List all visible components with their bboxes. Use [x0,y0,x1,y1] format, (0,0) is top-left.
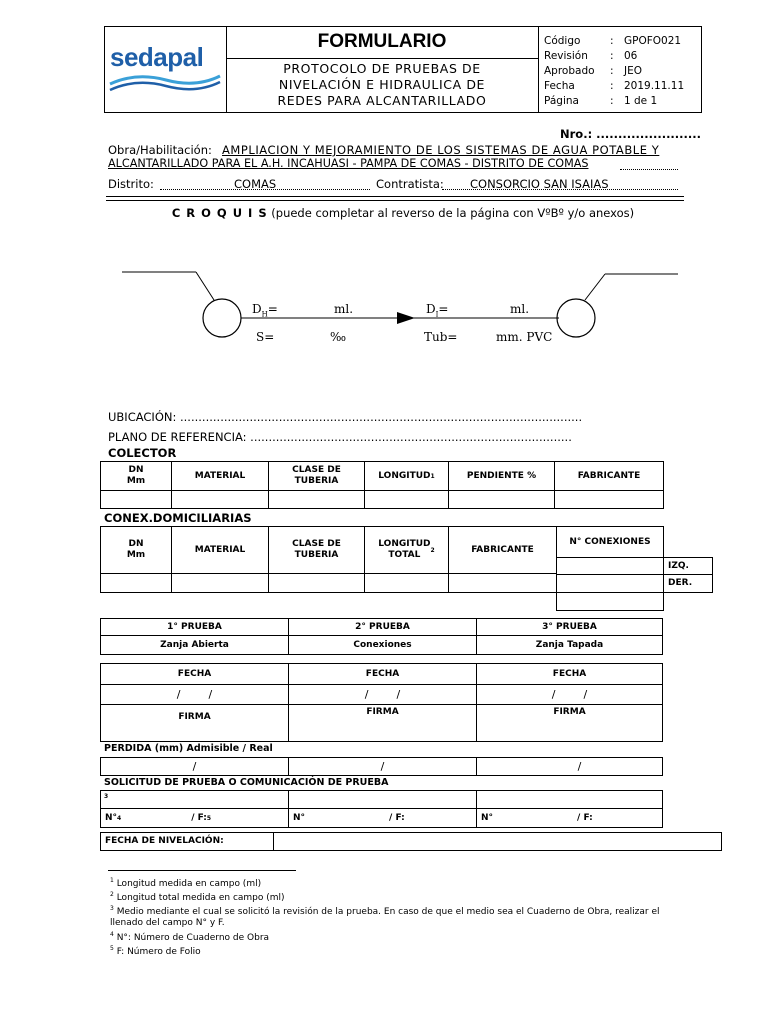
perdida-label: PERDIDA (mm) Admisible / Real [104,743,273,754]
double-rule [106,196,684,201]
conex-header-dn: DN Mm [100,526,172,574]
conex-cell[interactable] [100,573,172,593]
di-label [426,302,448,318]
meta-sep: : [610,95,614,107]
footnote-5: $^5$ F: Número de Folio [110,945,201,957]
meta-value: JEO [624,65,642,77]
meta-value: GPOFO021 [624,35,682,47]
meta-row [544,94,700,109]
meta-row [544,49,700,64]
contratista-value[interactable]: CONSORCIO SAN ISAIAS [470,177,609,191]
ubicacion-field[interactable]: UBICACIÓN: .............................................................................................................. [108,410,583,424]
fecha-nivelacion-value[interactable] [273,832,722,851]
tub-label: Tub= [424,330,458,344]
meta-label: Fecha [544,80,575,92]
firma-1[interactable]: FIRMA [100,704,289,742]
meta-label: Revisión [544,50,588,62]
footnote-3: $^3$ Medio mediante el cual se solicitó la revisión de la prueba. En caso de que el medio sea el Cuaderno de Obra, realizar el [110,905,660,917]
logo-text: sedapal [110,42,204,72]
mm-pvc-label: mm. PVC [496,330,553,344]
conex-cell[interactable] [268,573,365,593]
colector-cell[interactable] [448,490,555,509]
croquis-note: (puede completar al reverso de la página con VºBº y/o anexos) [271,206,635,220]
conex-cell[interactable] [364,573,449,593]
prueba-2-title: 2° PRUEBA [288,618,477,636]
dh-label [252,302,278,318]
meta-label: Código [544,35,581,47]
colector-header-fabricante: FABRICANTE [554,461,664,491]
perdida-cell-3[interactable]: / [476,757,663,776]
di-sub: I [435,310,439,319]
subtitle-line: PROTOCOLO DE PRUEBAS DE [283,61,481,76]
ml-right: ml. [510,302,530,316]
fecha-3-label: FECHA [476,663,663,685]
perdida-cell-2[interactable]: / [288,757,477,776]
colector-cell[interactable] [100,490,172,509]
footnote-ref: 1 [430,472,435,480]
footnote-ref: 3 [104,793,109,800]
colector-cell[interactable] [364,490,449,509]
conex-title: CONEX.DOMICILIARIAS [104,511,252,525]
conex-der-label: DER. [663,574,713,593]
solicitud-label: SOLICITUD DE PRUEBA O COMUNICACIÓN DE PRUEBA [104,777,389,788]
conex-der-cell[interactable] [556,574,664,593]
solicitud-cell-2[interactable] [288,790,477,809]
numero-label: N° [293,812,306,823]
conex-cell[interactable] [171,573,269,593]
colector-header-dn: DN Mm [100,461,172,491]
fecha-3-value[interactable]: / / [476,684,663,705]
prueba-1-type: Zanja Abierta [100,635,289,655]
header-title-underline [226,58,538,59]
croquis-heading [104,206,702,220]
obra-label: Obra/Habilitación: [108,143,212,157]
dh-letter: D [252,302,262,316]
meta-row [544,79,700,94]
croquis-right-diag [585,274,605,300]
croquis-title: C R O Q U I S [171,206,268,220]
logo-wave-icon [106,70,224,100]
footnote-ref: 2 [430,546,435,554]
manhole-left-icon [203,299,241,337]
footnote-ref: 5 [206,814,212,822]
flow-arrow-icon [397,312,415,324]
meta-value: 2019.11.11 [624,80,685,92]
meta-value: 1 de 1 [624,95,658,107]
conex-cell[interactable] [448,573,557,593]
footnote-rule [108,870,296,871]
header-meta [544,34,700,109]
prueba-3-type: Zanja Tapada [476,635,663,655]
conex-header-clase: CLASE DE TUBERIA [268,526,365,574]
colector-cell[interactable] [268,490,365,509]
meta-label: Aprobado [544,65,595,77]
ml-left: ml. [334,302,354,316]
meta-value: 06 [624,50,638,62]
footnote-1: $^1$ Longitud medida en campo (ml) [110,877,262,889]
colector-header-pendiente: PENDIENTE % [448,461,555,491]
longitud-label: LONGITUD [378,470,431,481]
colector-cell[interactable] [171,490,269,509]
meta-row [544,64,700,79]
plano-field[interactable]: PLANO DE REFERENCIA: ........................................................................................ [108,430,572,444]
obra-line2[interactable]: ALCANTARILLADO PARA EL A.H. INCAHUASI - PAMPA DE COMAS - DISTRITO DE COMAS [108,157,589,170]
croquis-diagram [100,262,700,352]
colector-cell[interactable] [554,490,664,509]
firma-2[interactable]: FIRMA [288,704,477,742]
fecha-nivelacion-label: FECHA DE NIVELACIÓN: [100,832,274,851]
meta-sep: : [610,50,614,62]
di-letter: D [426,302,436,316]
conex-izq-label: IZQ. [663,557,713,575]
s-label: S= [256,330,275,344]
conex-header-nconexiones: N° CONEXIONES [556,526,664,558]
manhole-right-icon [557,299,595,337]
solicitud-cell-1[interactable] [100,790,289,809]
colector-header-longitud [364,461,449,491]
sedapal-logo [106,40,224,100]
fecha-2-label: FECHA [288,663,477,685]
dh-eq: = [267,302,278,316]
numero-label: N° [481,812,494,823]
permil-label: ‰ [330,330,347,344]
colector-header-material: MATERIAL [171,461,269,491]
numero-folio-3[interactable] [476,808,663,828]
prueba-2-type: Conexiones [288,635,477,655]
fecha-1-label: FECHA [100,663,289,685]
subtitle-line: REDES PARA ALCANTARILLADO [277,93,487,108]
distrito-value[interactable]: COMAS [234,177,277,191]
nro-field[interactable]: Nro.: ........................ [560,127,702,141]
fecha-2-value[interactable]: / / [288,684,477,705]
form-title: FORMULARIO [317,31,447,52]
footnote-ref: 4 [117,814,122,822]
colector-header-clase: CLASE DE TUBERIA [268,461,365,491]
croquis-left-diag [196,272,214,300]
fecha-1-value[interactable]: / / [100,684,289,705]
meta-label: Página [544,95,579,107]
folio-label: / F: [191,812,207,823]
footnote-3-cont: llenado del campo N° y F. [110,918,225,928]
meta-row [544,34,700,49]
longitud-total-label: LONGITUD TOTAL [378,539,431,560]
perdida-cell-1[interactable]: / [100,757,289,776]
colector-title: COLECTOR [108,446,177,460]
meta-sep: : [610,65,614,77]
numero-folio-1[interactable] [100,808,289,828]
conex-header-material: MATERIAL [171,526,269,574]
numero-folio-2[interactable] [288,808,477,828]
footnote-4: $^4$ N°: Número de Cuaderno de Obra [110,931,270,943]
prueba-1-title: 1° PRUEBA [100,618,289,636]
contratista-label: Contratista: [376,177,444,191]
subtitle-line: NIVELACIÓN E HIDRAULICA DE [278,77,486,92]
folio-label: / F: [577,812,593,823]
meta-sep: : [610,80,614,92]
folio-label: / F: [389,812,405,823]
form-subtitle [226,61,538,109]
conex-header-fabricante: FABRICANTE [448,526,557,574]
distrito-label: Distrito: [108,177,154,191]
conex-header-longitud [364,526,449,574]
solicitud-cell-3[interactable] [476,790,663,809]
firma-3[interactable]: FIRMA [476,704,663,742]
dh-sub: H [261,310,268,319]
numero-label: N° [105,812,118,823]
meta-sep: : [610,35,614,47]
obra-line2-dots [620,169,678,170]
footnote-2: $^2$ Longitud total medida en campo (ml) [110,891,285,903]
header-divider-2 [538,26,539,113]
conex-extra-cell[interactable] [556,592,664,611]
di-eq: = [438,302,449,316]
conex-izq-cell[interactable] [556,557,664,575]
obra-line1[interactable]: AMPLIACION Y MEJORAMIENTO DE LOS SISTEMAS DE AGUA POTABLE Y [222,143,660,157]
prueba-3-title: 3° PRUEBA [476,618,663,636]
